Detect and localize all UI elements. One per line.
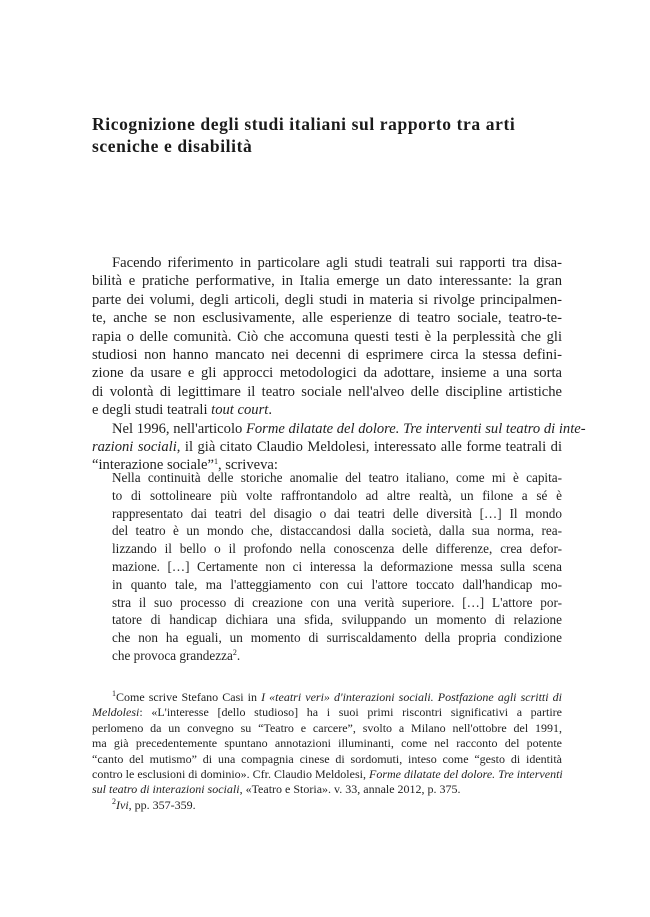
quote-line: lizzando il bello o il profondo nella conoscenza delle differenze, crea defor- bbox=[112, 541, 562, 557]
footnote-line bbox=[92, 767, 562, 782]
text-line: rapia o delle comunità. Ciò che accomuna questi testi è la perplessità che gli bbox=[92, 328, 562, 345]
text-run: , pp. 357-359. bbox=[128, 797, 196, 812]
quote-line: Nella continuità delle storiche anomalie del teatro italiano, come mi è capita- bbox=[112, 470, 562, 485]
quote-line bbox=[112, 647, 562, 665]
quote-line: in quanto tale, ma l'atteggiamento con cui l'attore toccato dall'handicap mo- bbox=[112, 576, 562, 592]
text-run: , il già citato Claudio Meldolesi, interessato alle forme teatrali di bbox=[176, 439, 562, 456]
text-line: parte dei volumi, degli articoli, degli studi in materia si rivolge principalmen- bbox=[92, 291, 562, 308]
text-run: , «Teatro e Storia». v. 33, annale 2012, p. 375. bbox=[239, 782, 461, 797]
text-run: Nel 1996, nell'articolo bbox=[112, 420, 246, 437]
italic-run: tout court bbox=[211, 402, 269, 419]
text-run: , scriveva: bbox=[217, 457, 278, 474]
paragraph-1 bbox=[92, 254, 562, 420]
text-line: Facendo riferimento in particolare agli studi teatrali sui rapporti tra disa- bbox=[112, 255, 562, 271]
text-run: . bbox=[236, 647, 241, 663]
text-line bbox=[92, 420, 586, 438]
footnote-line: perlomeno da un convegno su “Teatro e carcere”, svolto a Milano nell'ottobre del 1991, bbox=[92, 720, 562, 735]
footnote-line bbox=[92, 798, 562, 813]
text-run: contro le esclusioni di dominio». Cfr. Claudio Meldolesi, bbox=[92, 767, 369, 782]
text-run: e degli studi teatrali bbox=[92, 402, 212, 419]
footnote-line bbox=[92, 705, 562, 720]
quote-line: stra il suo processo di creazione con una verità superiore. […] L'attore por- bbox=[112, 594, 562, 610]
quote-line: to di sottolineare più volte raffrontandolo ad altre realtà, un filone a sé è bbox=[112, 487, 562, 503]
chapter-title: Ricognizione degli studi italiani sul rapporto tra arti sceniche e disabilità bbox=[92, 114, 516, 156]
block-quote bbox=[112, 469, 562, 665]
text-line bbox=[92, 401, 562, 419]
footnote-number: 1 bbox=[112, 689, 116, 698]
footnote-line: ma già precedentemente spuntano annotazioni illuminanti, come nel racconto del potente bbox=[92, 736, 562, 751]
footnote-line: “canto del mutismo” di una compagnia cinese di sordomuti, inteso come “gesto di identità bbox=[92, 751, 562, 766]
text-line bbox=[92, 438, 562, 456]
text-line: studiosi non hanno mancato nei decenni di esprimere circa la stessa defini- bbox=[92, 347, 562, 364]
quote-line: tatore di handicap dichiara una sfida, sviluppando un momento di relazione bbox=[112, 612, 562, 628]
footnote-line bbox=[92, 782, 562, 797]
text-line: te, anche se non esclusivamente, alle esperienze di teatro sociale, teatro-te- bbox=[92, 310, 562, 327]
footnote-number: 2 bbox=[112, 796, 116, 806]
italic-run: Ivi bbox=[116, 797, 129, 812]
italic-run: Forme dilatate del dolore. Tre interventi bbox=[368, 767, 563, 782]
italic-run: I «teatri veri» d'interazioni sociali. Postfazione agli scritti di bbox=[261, 690, 563, 704]
italic-run: Meldolesi bbox=[92, 705, 140, 720]
text-run: che provoca grandezza bbox=[112, 647, 233, 663]
quote-line: mazione. […] Certamente non ci interessa la deformazione messa sulla scena bbox=[112, 558, 562, 574]
text-run: Come scrive Stefano Casi in bbox=[116, 690, 262, 704]
text-run: “interazione sociale” bbox=[92, 457, 214, 474]
footnote-ref[interactable]: 2 bbox=[232, 647, 237, 657]
footnote-ref[interactable]: 1 bbox=[213, 457, 218, 467]
italic-run: sul teatro di interazioni sociali bbox=[92, 782, 240, 797]
text-line: zione da usare e gli approcci metodologici da adottare, insieme a una sorta bbox=[92, 365, 562, 382]
footnote-line bbox=[92, 690, 562, 705]
quote-line: rappresentato dai teatri del disagio o dai teatri delle diversità […] Il mondo bbox=[112, 505, 562, 521]
paragraph-2 bbox=[92, 420, 586, 475]
italic-run: Forme dilatate del dolore. Tre interventi sul teatro di inte- bbox=[245, 420, 586, 437]
quote-line: che non ha eguali, un momento di surriscaldamento della propria condizione bbox=[112, 630, 562, 646]
footnotes bbox=[92, 690, 562, 813]
text-run: : «L'interesse [dello studioso] ha i suoi primi riscontri significativi a partire bbox=[139, 705, 562, 720]
text-line: bilità e pratiche performative, in Italia emerge un dato interessante: la gran bbox=[92, 273, 562, 290]
italic-run: razioni sociali bbox=[92, 439, 177, 456]
quote-line: del teatro è un mondo che, distaccandosi dalla società, dalla sua norma, rea- bbox=[112, 523, 562, 539]
body-text bbox=[92, 254, 586, 475]
text-run: . bbox=[268, 402, 272, 419]
text-line: di volontà di legittimare il teatro sociale nell'alveo delle discipline artistiche bbox=[92, 383, 562, 400]
